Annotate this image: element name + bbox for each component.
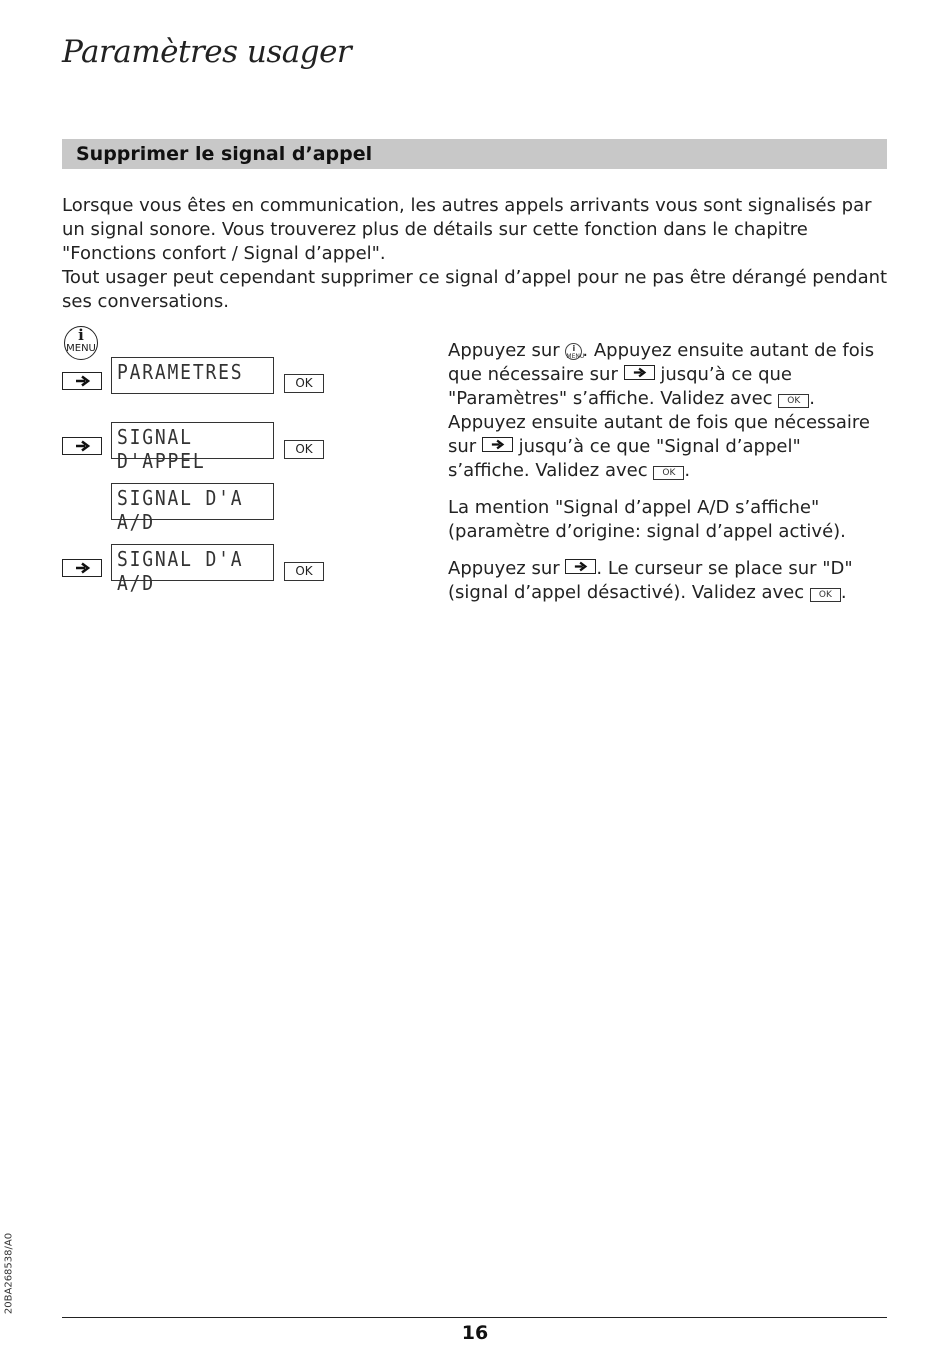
step-1-text-a: Appuyez sur xyxy=(448,340,566,361)
lcd-text: SIGNAL D'APPEL xyxy=(117,425,206,473)
instructions xyxy=(448,339,888,618)
section-header xyxy=(62,139,887,169)
arrow-right-inline-icon xyxy=(624,365,655,380)
ok-key: OK xyxy=(284,440,324,459)
ok-key: OK xyxy=(284,562,324,581)
ok-key-inline: OK xyxy=(778,394,809,408)
arrow-right-key-icon xyxy=(62,437,102,455)
arrow-right-key-icon xyxy=(62,372,102,390)
info-icon: i xyxy=(78,326,84,344)
lcd-display-signal-ad-a xyxy=(111,483,274,534)
section-title: Supprimer le signal d’appel xyxy=(76,143,373,165)
step-1-text-c: jusqu’à ce que "Paramètres" s’affiche. Validez avec xyxy=(448,364,793,409)
menu-key-inline-label: MENU xyxy=(566,353,585,360)
lcd-display-signal-ad-d xyxy=(111,544,274,595)
step-2: La mention "Signal d’appel A/D s’affiche" (paramètre d’origine: signal d’appel activé). xyxy=(448,497,846,542)
ok-key-inline: OK xyxy=(653,466,684,480)
menu-key-label: MENU xyxy=(66,343,96,354)
ok-key: OK xyxy=(284,374,324,393)
intro-paragraph-2: Tout usager peut cependant supprimer ce signal d’appel pour ne pas être dérangé pendant ses conversations. xyxy=(62,267,888,312)
page-title: Paramètres usager xyxy=(62,34,352,70)
step-3-text-c: . xyxy=(840,582,847,603)
step-1 xyxy=(448,339,888,483)
ok-key-inline: OK xyxy=(810,588,841,602)
lcd-text: PARAMETRES xyxy=(117,360,244,384)
menu-key-icon xyxy=(64,326,98,360)
step-3-text-b: . Le curseur se place sur "D" (signal d’appel désactivé). Validez avec xyxy=(448,558,853,603)
lcd-text: SIGNAL D'A A/D xyxy=(117,486,244,534)
lcd-display-parametres xyxy=(111,357,274,394)
arrow-right-inline-icon xyxy=(482,437,513,452)
step-1-text-d: . Appuyez ensuite autant de fois que nécessaire sur xyxy=(448,388,870,457)
document-code: 20BA268538/A0 xyxy=(3,1232,15,1315)
intro-text xyxy=(62,194,892,314)
info-icon: i xyxy=(572,344,576,353)
lcd-text: SIGNAL D'A A/D xyxy=(117,547,244,595)
menu-key-inline-icon xyxy=(565,343,585,360)
arrow-right-key-icon xyxy=(62,559,102,577)
step-3 xyxy=(448,557,888,605)
step-1-text-e: jusqu’à ce que "Signal d’appel" s’affiche. Validez avec xyxy=(448,436,801,481)
footer-divider xyxy=(62,1317,887,1318)
lcd-display-signal-dappel xyxy=(111,422,274,473)
step-1-text-b: . Appuyez ensuite autant de fois que nécessaire sur xyxy=(448,340,875,385)
intro-paragraph-1: Lorsque vous êtes en communication, les autres appels arrivants vous sont signalisés par un signal sonore. Vous trouverez plus de détails sur cette fonction dans le chapitre "Fonctions confort / Signal d’appel". xyxy=(62,195,872,264)
arrow-right-inline-icon xyxy=(565,559,596,574)
step-3-text-a: Appuyez sur xyxy=(448,558,566,579)
step-1-text-f: . xyxy=(684,460,691,481)
page-number: 16 xyxy=(461,1322,489,1344)
